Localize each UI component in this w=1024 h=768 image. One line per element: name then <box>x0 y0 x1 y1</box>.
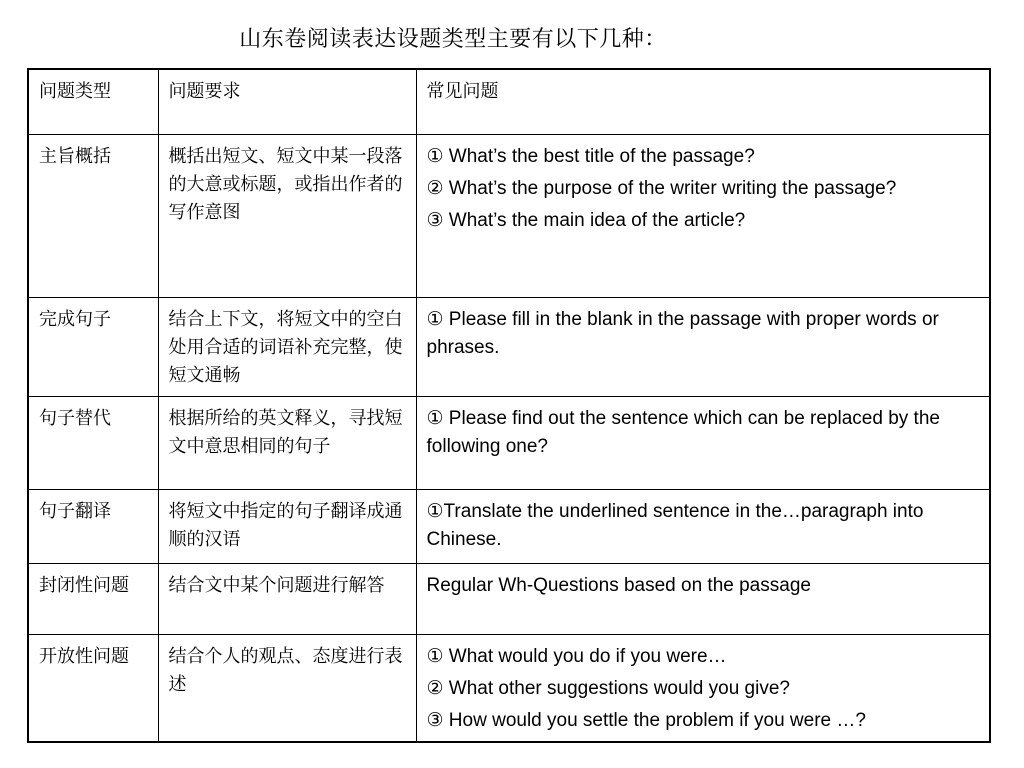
row-questions <box>416 563 990 634</box>
question-text: ①Translate the underlined sentence in the…paragraph into Chinese. <box>426 500 924 550</box>
row-type: 开放性问题 <box>28 634 158 742</box>
row-requirement: 结合上下文，将短文中的空白处用合适的词语补充完整，使短文通畅 <box>158 297 416 396</box>
row-requirement: 将短文中指定的句子翻译成通顺的汉语 <box>158 489 416 563</box>
question-text: ① Please fill in the blank in the passage with proper words or phrases. <box>426 308 939 358</box>
header-requirement: 问题要求 <box>158 69 416 134</box>
question-text: ③ What’s the main idea of the article? <box>426 209 746 231</box>
table-row <box>28 396 990 489</box>
row-type: 封闭性问题 <box>28 563 158 634</box>
question-text: ③ How would you settle the problem if you were …? <box>426 709 866 731</box>
table-row <box>28 134 990 297</box>
question-text: ① What’s the best title of the passage? <box>426 145 755 167</box>
question-text: ① What would you do if you were… <box>426 645 727 667</box>
row-questions <box>416 297 990 396</box>
question-text: ① Please find out the sentence which can be replaced by the following one? <box>426 407 940 457</box>
row-questions <box>416 634 990 742</box>
row-questions <box>416 489 990 563</box>
table-row <box>28 634 990 742</box>
row-type: 完成句子 <box>28 297 158 396</box>
table-row <box>28 563 990 634</box>
header-common-questions: 常见问题 <box>416 69 990 134</box>
row-type: 句子翻译 <box>28 489 158 563</box>
table-header-row <box>28 69 990 134</box>
header-question-type: 问题类型 <box>28 69 158 134</box>
table-row <box>28 489 990 563</box>
question-text: ② What other suggestions would you give? <box>426 677 790 699</box>
row-requirement: 概括出短文、短文中某一段落的大意或标题，或指出作者的写作意图 <box>158 134 416 297</box>
row-type: 主旨概括 <box>28 134 158 297</box>
question-types-table <box>27 68 991 743</box>
row-questions <box>416 134 990 297</box>
row-questions <box>416 396 990 489</box>
row-requirement: 根据所给的英文释义，寻找短文中意思相同的句子 <box>158 396 416 489</box>
row-type: 句子替代 <box>28 396 158 489</box>
table-row <box>28 297 990 396</box>
question-text: ② What’s the purpose of the writer writing the passage? <box>426 177 897 199</box>
question-text: Regular Wh-Questions based on the passage <box>426 574 811 596</box>
row-requirement: 结合文中某个问题进行解答 <box>158 563 416 634</box>
row-requirement: 结合个人的观点、态度进行表述 <box>158 634 416 742</box>
page-title: 山东卷阅读表达设题类型主要有以下几种： <box>239 27 667 52</box>
